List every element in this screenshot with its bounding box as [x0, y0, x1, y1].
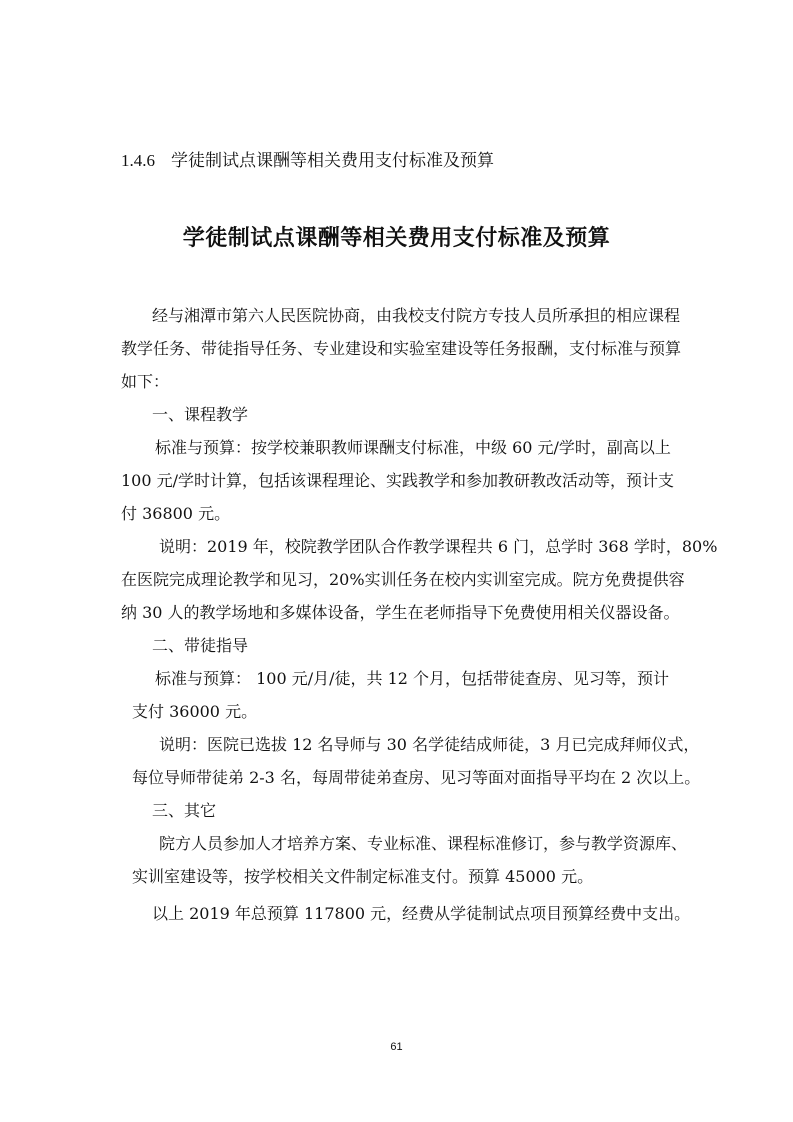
part2-note-line: 每位导师带徒弟 2-3 名，每周带徒弟查房、见习等面对面指导平均在 2 次以上。 — [132, 768, 701, 787]
part3-text-line: 院方人员参加人才培养方案、专业标准、课程标准修订，参与教学资源库、 — [159, 834, 688, 853]
part3-text-line: 实训室建设等，按学校相关文件制定标准支付。预算 45000 元。 — [132, 867, 594, 886]
summary-paragraph: 以上 2019 年总预算 117800 元，经费从学徒制试点项目预算经费中支出。 — [152, 904, 691, 923]
part1-standard-line: 付 36800 元。 — [121, 504, 231, 523]
intro-line: 经与湘潭市第六人民医院协商，由我校支付院方专技人员所承担的相应课程 — [152, 306, 681, 325]
part2-heading: 二、带徒指导 — [152, 636, 249, 655]
page-number: 61 — [390, 1041, 403, 1053]
section-heading — [121, 150, 494, 172]
part1-heading: 一、课程教学 — [152, 405, 249, 424]
part1-note-line: 纳 30 人的教学场地和多媒体设备，学生在老师指导下免费使用相关仪器设备。 — [121, 603, 680, 622]
section-title: 学徒制试点课酬等相关费用支付标准及预算 — [171, 151, 494, 171]
part2-standard-line: 标准与预算： 100 元/月/徒，共 12 个月，包括带徒查房、见习等，预计 — [155, 669, 670, 688]
part1-standard-line: 标准与预算：按学校兼职教师课酬支付标准，中级 60 元/学时，副高以上 — [155, 438, 671, 457]
part1-note-line: 在医院完成理论教学和见习，20%实训任务在校内实训室完成。院方免费提供容 — [121, 570, 685, 589]
section-number: 1.4.6 — [121, 151, 155, 170]
part2-standard-line: 支付 36000 元。 — [132, 702, 258, 721]
document-title: 学徒制试点课酬等相关费用支付标准及预算 — [182, 226, 611, 251]
part2-note-line: 说明：医院已选拔 12 名导师与 30 名学徒结成师徒，3 月已完成拜师仪式， — [159, 735, 700, 754]
part3-heading: 三、其它 — [152, 801, 217, 820]
part1-standard-line: 100 元/学时计算，包括该课程理论、实践教学和参加教研教改活动等，预计支 — [121, 471, 675, 490]
intro-line: 教学任务、带徒指导任务、专业建设和实验室建设等任务报酬，支付标准与预算 — [121, 339, 682, 358]
intro-line: 如下： — [121, 372, 170, 391]
part1-note-line: 说明：2019 年，校院教学团队合作教学课程共 6 门，总学时 368 学时，80% — [159, 537, 718, 556]
